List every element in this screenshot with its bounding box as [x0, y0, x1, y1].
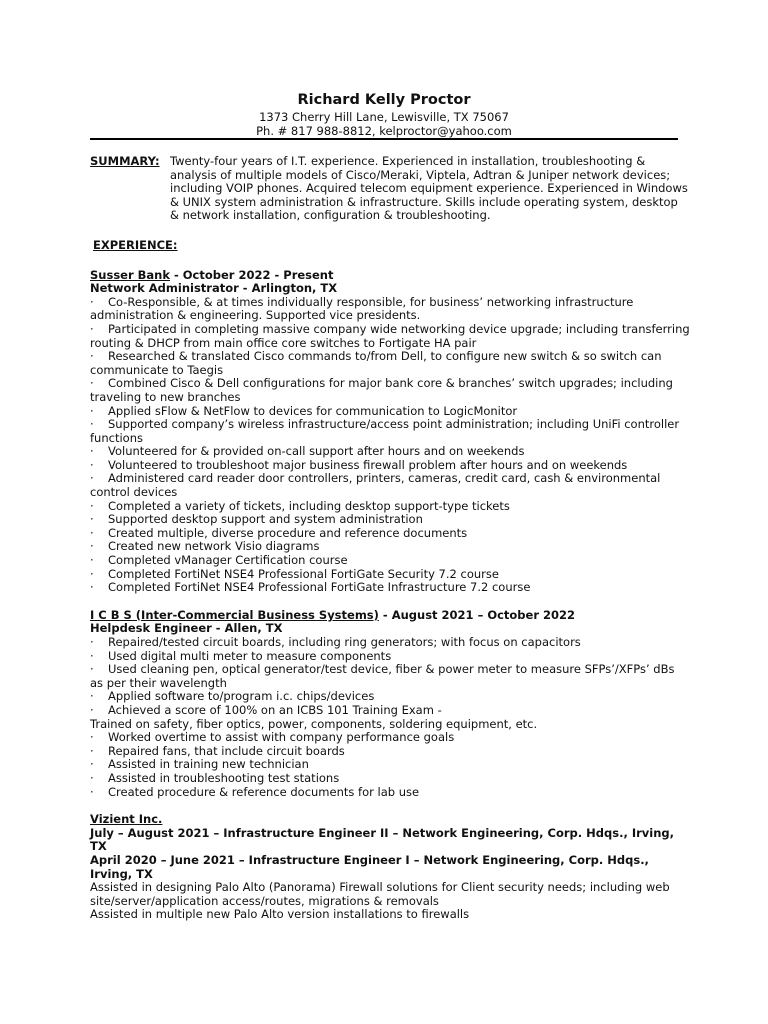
bullet-mark: ·: [90, 770, 94, 785]
list-item-text: Created new network Visio diagrams: [108, 539, 320, 554]
job-duties-list: [90, 636, 690, 718]
list-item: [90, 296, 690, 323]
bullet-mark: ·: [90, 635, 94, 649]
job-dates: - August 2021 – October 2022: [378, 607, 576, 622]
summary-label: SUMMARY:: [90, 154, 160, 168]
list-item-text: Volunteered to troubleshoot major business firewall problem after hours and on weekends: [108, 457, 628, 472]
bullet-mark: ·: [90, 784, 94, 799]
resume-body: [90, 155, 690, 922]
bullet-mark: ·: [90, 417, 94, 432]
list-item-text: Used cleaning pen, optical generator/test device, fiber & power meter to measure SFPs’/XFPs’ dBs as per their wavelength: [90, 662, 675, 690]
list-item-text: Supported desktop support and system administration: [108, 512, 423, 527]
list-item: [90, 513, 690, 527]
bullet-mark: ·: [90, 553, 94, 568]
list-item: [90, 581, 690, 595]
bullet-mark: ·: [90, 730, 94, 745]
list-item: [90, 704, 690, 718]
job-dates: - October 2022 - Present: [170, 267, 334, 282]
bullet-mark: ·: [90, 566, 94, 581]
list-item: [90, 786, 690, 800]
job-header: [90, 609, 690, 623]
bullet-mark: ·: [90, 662, 94, 677]
list-item-text: Applied software to/program i.c. chips/devices: [108, 689, 375, 704]
bullet-mark: ·: [90, 457, 94, 472]
list-item: [90, 418, 690, 445]
list-item-text: Supported company’s wireless infrastructure/access point administration; including UniFi controller functions: [90, 417, 680, 445]
bullet-mark: ·: [90, 702, 94, 717]
list-item: [90, 636, 690, 650]
list-item: [90, 568, 690, 582]
list-item: [90, 527, 690, 541]
list-item: [90, 377, 690, 404]
list-item-text: Assisted in training new technician: [108, 757, 309, 772]
resume-header: [0, 91, 768, 138]
header-divider: [90, 138, 678, 140]
job-title: Helpdesk Engineer - Allen, TX: [90, 621, 283, 636]
list-item-text: Researched & translated Cisco commands to/from Dell, to configure new switch & so switch can communicate to Taegis: [90, 349, 662, 377]
job-icbs: [90, 609, 690, 799]
list-item-text: Completed a variety of tickets, including desktop support-type tickets: [108, 498, 510, 513]
bullet-mark: ·: [90, 757, 94, 772]
list-item: [90, 650, 690, 664]
job-role: April 2020 – June 2021 – Infrastructure Engineer I – Network Engineering, Corp. Hdqs., Irving, TX: [90, 852, 649, 881]
list-item: [90, 323, 690, 350]
job-susser-bank: [90, 269, 690, 595]
job-header: [90, 269, 690, 283]
job-detail-line: Assisted in designing Palo Alto (Panorama) Firewall solutions for Client security needs; including web site/server/application access/routes, migrations & removals: [90, 880, 670, 908]
bullet-mark: ·: [90, 648, 94, 663]
list-item: [90, 500, 690, 514]
list-item-text: Completed FortiNet NSE4 Professional FortiGate Security 7.2 course: [108, 566, 499, 581]
bullet-mark: ·: [90, 539, 94, 554]
list-item: [90, 405, 690, 419]
bullet-mark: ·: [90, 321, 94, 336]
bullet-mark: ·: [90, 376, 94, 391]
job-duties-list: [90, 731, 690, 799]
list-item-text: Achieved a score of 100% on an ICBS 101 Training Exam -: [108, 702, 442, 717]
list-item-text: Repaired fans, that include circuit boards: [108, 743, 345, 758]
candidate-name: Richard Kelly Proctor: [297, 92, 471, 108]
list-item: [90, 663, 690, 690]
job-vizient: [90, 813, 690, 922]
job-header: [90, 813, 690, 827]
job-title: Network Administrator - Arlington, TX: [90, 281, 338, 296]
company-name: Vizient Inc.: [90, 812, 163, 827]
list-item: [90, 554, 690, 568]
bullet-mark: ·: [90, 525, 94, 540]
bullet-mark: ·: [90, 498, 94, 513]
job-duties-list: [90, 296, 690, 595]
list-item-text: Worked overtime to assist with company performance goals: [108, 730, 455, 745]
bullet-mark: ·: [90, 349, 94, 364]
list-item-text: Participated in completing massive company wide networking device upgrade; including transferring routing & DHCP from main office core switches to Fortigate HA pair: [90, 321, 690, 350]
list-item-text: Created multiple, diverse procedure and reference documents: [108, 525, 468, 540]
list-item: [90, 772, 690, 786]
job-detail-line: Assisted in multiple new Palo Alto version installations to firewalls: [90, 907, 470, 922]
bullet-mark: ·: [90, 512, 94, 527]
bullet-mark: ·: [90, 580, 94, 595]
bullet-mark: ·: [90, 689, 94, 704]
list-item: [90, 350, 690, 377]
list-item: [90, 472, 690, 499]
summary-section: [90, 155, 690, 223]
company-name: I C B S (Inter-Commercial Business Systems): [90, 607, 379, 622]
list-item: [90, 459, 690, 473]
bullet-mark: ·: [90, 403, 94, 418]
company-name: Susser Bank: [90, 267, 170, 282]
training-note: Trained on safety, fiber optics, power, components, soldering equipment, etc.: [90, 716, 538, 731]
bullet-mark: ·: [90, 743, 94, 758]
bullet-mark: ·: [90, 444, 94, 459]
list-item-text: Combined Cisco & Dell configurations for major bank core & branches’ switch upgrades; including traveling to new branches: [90, 376, 673, 404]
job-role: July – August 2021 – Infrastructure Engineer II – Network Engineering, Corp. Hdqs., Irving, TX: [90, 825, 674, 854]
list-item: [90, 731, 690, 745]
list-item: [90, 758, 690, 772]
list-item: [90, 540, 690, 554]
list-item-text: Completed vManager Certification course: [108, 553, 348, 568]
list-item-text: Repaired/tested circuit boards, including ring generators; with focus on capacitors: [108, 635, 581, 649]
list-item-text: Administered card reader door controllers, printers, cameras, credit card, cash & environmental control devices: [90, 471, 661, 500]
bullet-mark: ·: [90, 471, 94, 486]
list-item-text: Assisted in troubleshooting test stations: [108, 770, 340, 785]
list-item: [90, 445, 690, 459]
summary-text: Twenty-four years of I.T. experience. Experienced in installation, troubleshooting & analysis of multiple models of Cisco/Meraki, Viptela, Adtran & Juniper network devices; including VOIP phones. Acquired telecom equipment experience. Experienced in Windows & UNIX system administration & infrastructure. Skills include operating system, desktop & network installation, configuration & troubleshooting.: [170, 154, 688, 223]
candidate-address: 1373 Cherry Hill Lane, Lewisville, TX 75067: [259, 110, 509, 124]
list-item-text: Co-Responsible, & at times individually responsible, for business’ networking infrastructure administration & engineering. Supported vice presidents.: [90, 294, 634, 323]
list-item: [90, 745, 690, 759]
list-item-text: Volunteered for & provided on-call support after hours and on weekends: [108, 444, 525, 459]
bullet-mark: ·: [90, 294, 94, 309]
list-item-text: Completed FortiNet NSE4 Professional FortiGate Infrastructure 7.2 course: [108, 580, 531, 595]
list-item: [90, 690, 690, 704]
candidate-contact: Ph. # 817 988-8812, kelproctor@yahoo.com: [256, 124, 512, 138]
list-item-text: Used digital multi meter to measure components: [108, 648, 392, 663]
experience-heading: EXPERIENCE:: [93, 237, 178, 252]
list-item-text: Applied sFlow & NetFlow to devices for communication to LogicMonitor: [108, 403, 518, 418]
list-item-text: Created procedure & reference documents for lab use: [108, 784, 420, 799]
